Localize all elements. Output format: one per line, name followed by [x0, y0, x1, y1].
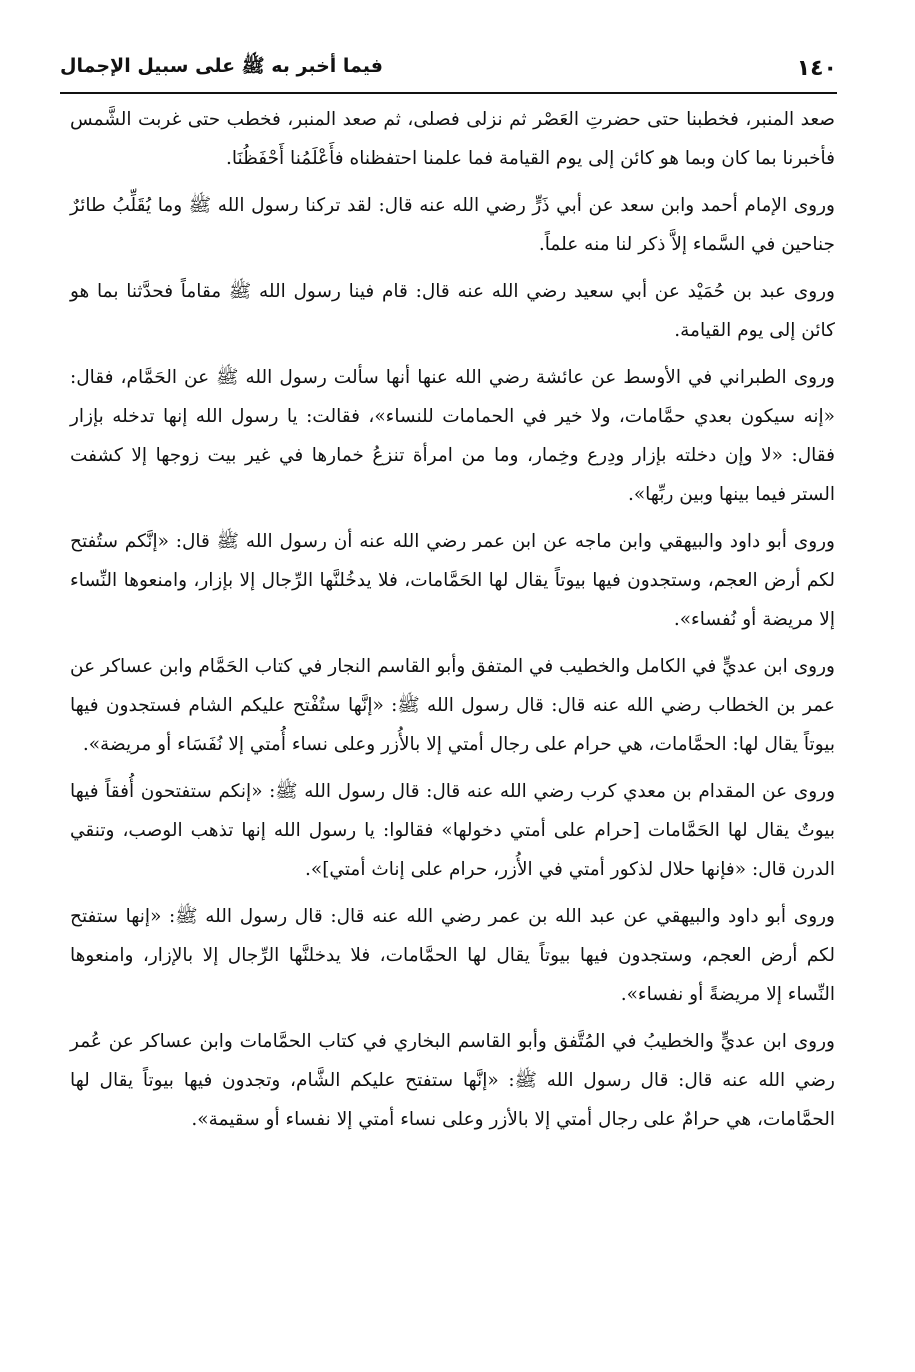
- header-divider: [60, 92, 837, 94]
- page-header: [60, 50, 837, 86]
- body-text: [70, 100, 835, 1147]
- paragraph: وروى ابن عديٍّ والخطيبُ في المُتَّفق وأبو القاسم البخاري في كتاب الحمَّامات وابن عساكر عن عُمر رضي الله عنه قال: قال رسول الله ﷺ: «إنَّها ستفتح عليكم الشَّام، وتجدون فيها بيوتاً يقال لها الحمَّامات، هي حرامٌ على رجال أمتي إلا بالأزر وعلى نساء أمتي إلا نفساء أو سقيمة».: [70, 1031, 835, 1130]
- paragraph: وروى ابن عديٍّ في الكامل والخطيب في المتفق وأبو القاسم النجار في كتاب الحَمَّام وابن عساكر عن عمر بن الخطاب رضي الله عنه قال: قال رسول الله ﷺ: «إنَّها ستُفْتح عليكم الشام فستجدون فيها بيوتاً يقال لها: الحمَّامات، هي حرام على رجال أمتي إلا بالأُزر وعلى نساء أُمتي إلا نُفَسَاء أو مريضة».: [70, 656, 835, 755]
- paragraph: وروى الإمام أحمد وابن سعد عن أبي ذَرٍّ رضي الله عنه قال: لقد تركنا رسول الله ﷺ وما يُقَلِّبُ طائرٌ جناحين في السَّماء إلاَّ ذكر لنا منه علماً.: [70, 195, 835, 255]
- paragraph: وروى أبو داود والبيهقي عن عبد الله بن عمر رضي الله عنه قال: قال رسول الله ﷺ: «إنها ستفتح لكم أرض العجم، وستجدون فيها بيوتاً يقال لها الحمَّامات، فلا يدخلنَّها الرِّجال إلا بالإزار، وامنعوها النِّساء إلا مريضةً أو نفساء».: [70, 906, 835, 1005]
- paragraph: وروى عن المقدام بن معدي كرب رضي الله عنه قال: قال رسول الله ﷺ: «إنكم ستفتحون أُفقاً فيها بيوتٌ يقال لها الحَمَّامات [حرام على أمتي دخولها» فقالوا: يا رسول الله إنها تذهب الوصب، وتنقي الدرن قال: «فإنها حلال لذكور أمتي في الأُزر، حرام على إناث أمتي]».: [70, 781, 835, 880]
- paragraph: وروى أبو داود والبيهقي وابن ماجه عن ابن عمر رضي الله عنه أن رسول الله ﷺ قال: «إنَّكم ستُفتح لكم أرض العجم، وستجدون فيها بيوتاً يقال لها الحَمَّامات، فلا يدخُلنَّها الرِّجال إلا بإزار، وامنعوها النِّساء إلا مريضة أو نُفساء».: [70, 531, 835, 630]
- paragraph: صعد المنبر، فخطبنا حتى حضرتِ العَصْر ثم نزلى فصلى، ثم صعد المنبر، فخطب حتى غربت الشَّمس فأخبرنا بما كان وبما هو كائن إلى يوم القيامة فما علمنا احتفظناه فأَعْلَمُنا أَحْفَظُنَا.: [70, 109, 835, 169]
- paragraph: وروى الطبراني في الأوسط عن عائشة رضي الله عنها أنها سألت رسول الله ﷺ عن الحَمَّام، فقال: «إنه سيكون بعدي حمَّامات، ولا خير في الحمامات للنساء»، فقالت: يا رسول الله إنها تدخله بإزار فقال: «لا وإن دخلته بإزار ودِرع وخِمار، وما من امرأة تنزعُ خمارها في غير بيت زوجها إلا كشفت الستر فيما بينها وبين ربِّها».: [70, 367, 835, 505]
- page-number: ١٤٠: [796, 55, 837, 81]
- running-title: فيما أخبر به ﷺ على سبيل الإجمال: [60, 55, 383, 77]
- paragraph: وروى عبد بن حُمَيْد عن أبي سعيد رضي الله عنه قال: قام فينا رسول الله ﷺ مقاماً فحدَّثنا بما هو كائن إلى يوم القيامة.: [70, 281, 835, 341]
